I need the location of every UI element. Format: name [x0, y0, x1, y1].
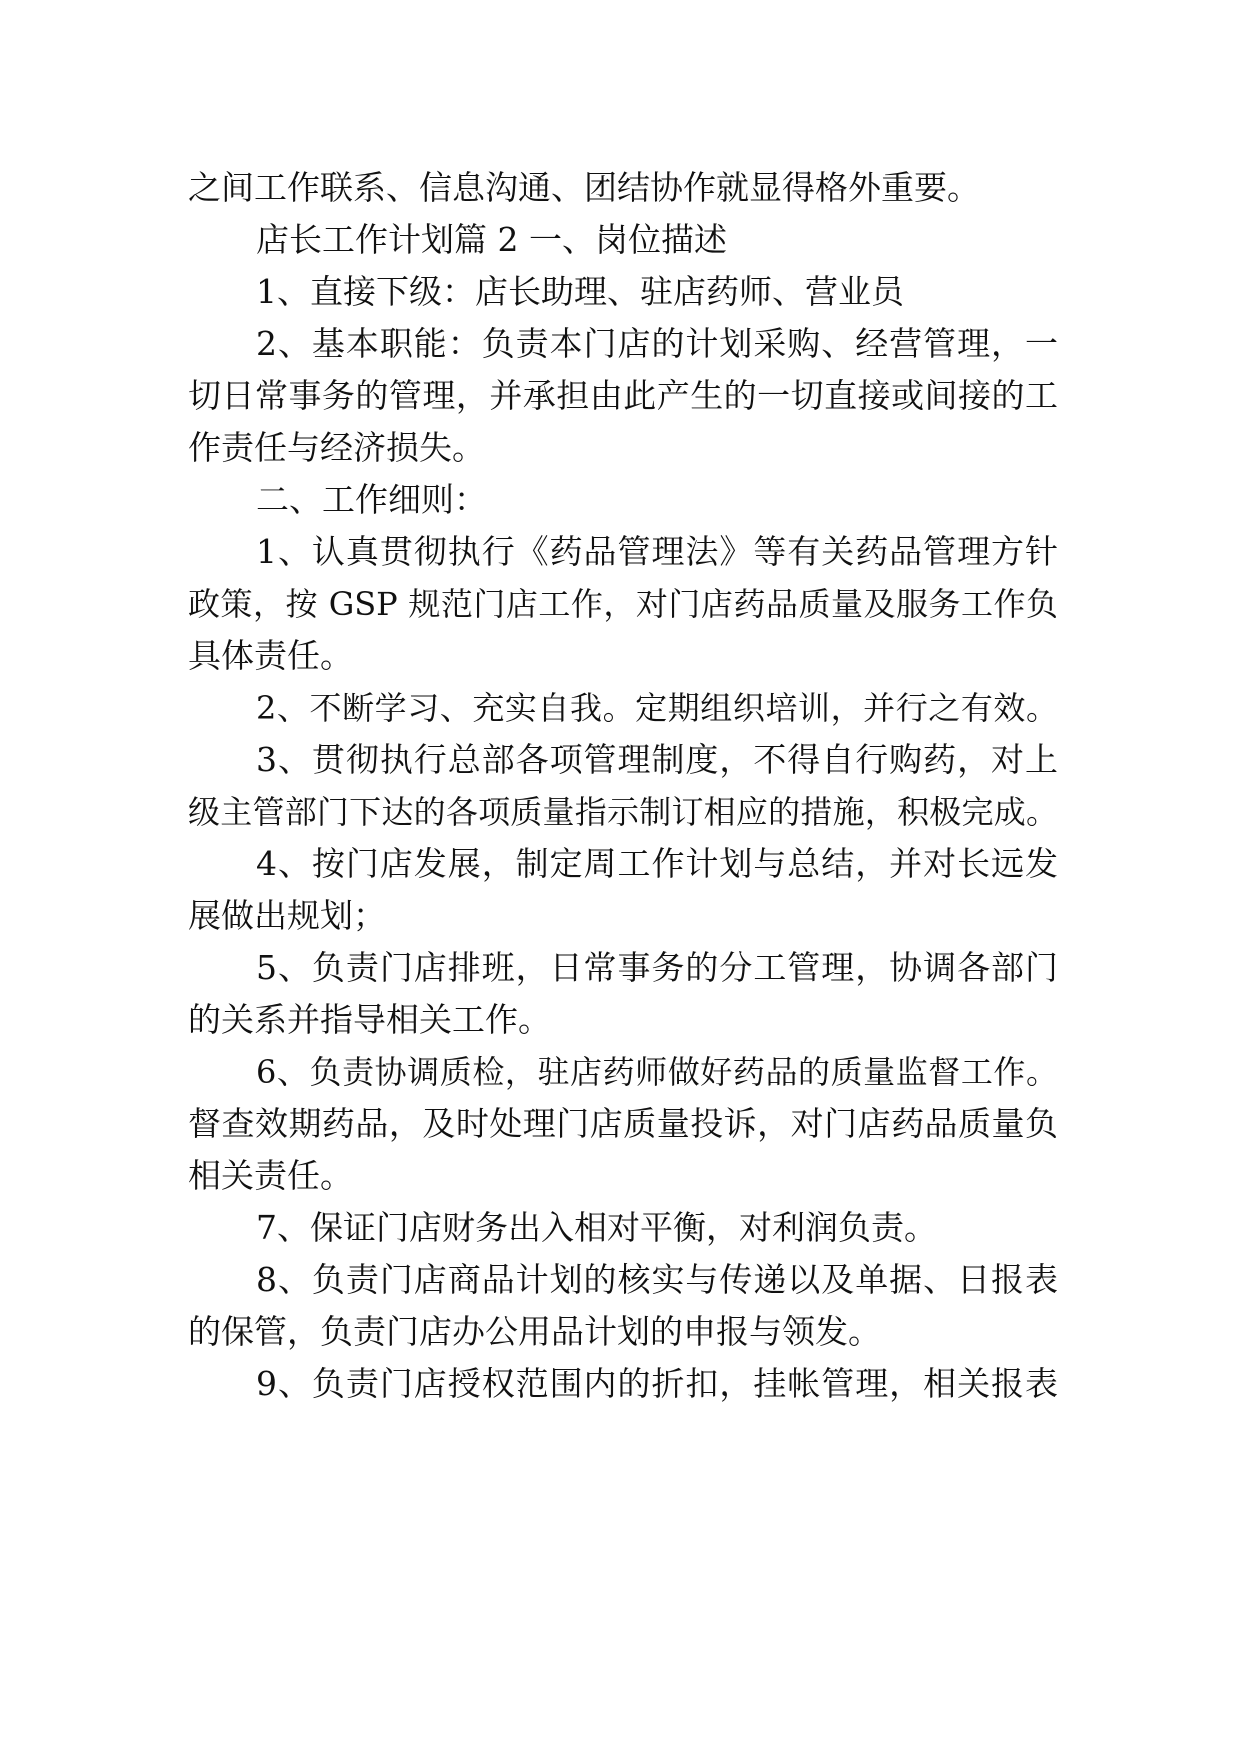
section-heading: 二、工作细则：	[256, 480, 487, 519]
text-line: 的关系并指导相关工作。	[188, 1000, 551, 1039]
text-line: 督查效期药品，及时处理门店质量投诉，对门店药品质量负	[188, 1104, 1058, 1143]
text-line: 1、直接下级：店长助理、驻店药师、营业员	[256, 272, 904, 311]
text-line: 展做出规划；	[188, 896, 386, 935]
text-line: 5、负责门店排班，日常事务的分工管理，协调各部门	[256, 948, 1058, 987]
text-line: 6、负责协调质检，驻店药师做好药品的质量监督工作。	[256, 1053, 1058, 1091]
text-line: 切日常事务的管理，并承担由此产生的一切直接或间接的工	[188, 376, 1058, 415]
text-line: 之间工作联系、信息沟通、团结协作就显得格外重要。	[188, 168, 980, 207]
text-line: 2、基本职能：负责本门店的计划采购、经营管理，一	[256, 324, 1058, 363]
text-line: 相关责任。	[188, 1156, 353, 1195]
text-line: 3、贯彻执行总部各项管理制度，不得自行购药，对上	[256, 740, 1058, 779]
text-line: 作责任与经济损失。	[188, 428, 485, 467]
text-line: 9、负责门店授权范围内的折扣，挂帐管理，相关报表	[256, 1364, 1058, 1403]
text-line: 级主管部门下达的各项质量指示制订相应的措施，积极完成。	[188, 793, 1058, 831]
text-line: 2、不断学习、充实自我。定期组织培训，并行之有效。	[256, 689, 1058, 727]
text-line: 的保管，负责门店办公用品计划的申报与领发。	[188, 1312, 881, 1351]
section-heading: 店长工作计划篇 2 一、岗位描述	[256, 220, 727, 259]
text-line: 1、认真贯彻执行《药品管理法》等有关药品管理方针	[256, 532, 1058, 571]
text-line: 8、负责门店商品计划的核实与传递以及单据、日报表	[256, 1260, 1058, 1299]
text-line: 政策，按 GSP 规范门店工作，对门店药品质量及服务工作负	[188, 585, 1058, 623]
text-line: 7、保证门店财务出入相对平衡，对利润负责。	[256, 1208, 937, 1247]
text-line: 4、按门店发展，制定周工作计划与总结，并对长远发	[256, 844, 1058, 883]
text-line: 具体责任。	[188, 636, 353, 675]
